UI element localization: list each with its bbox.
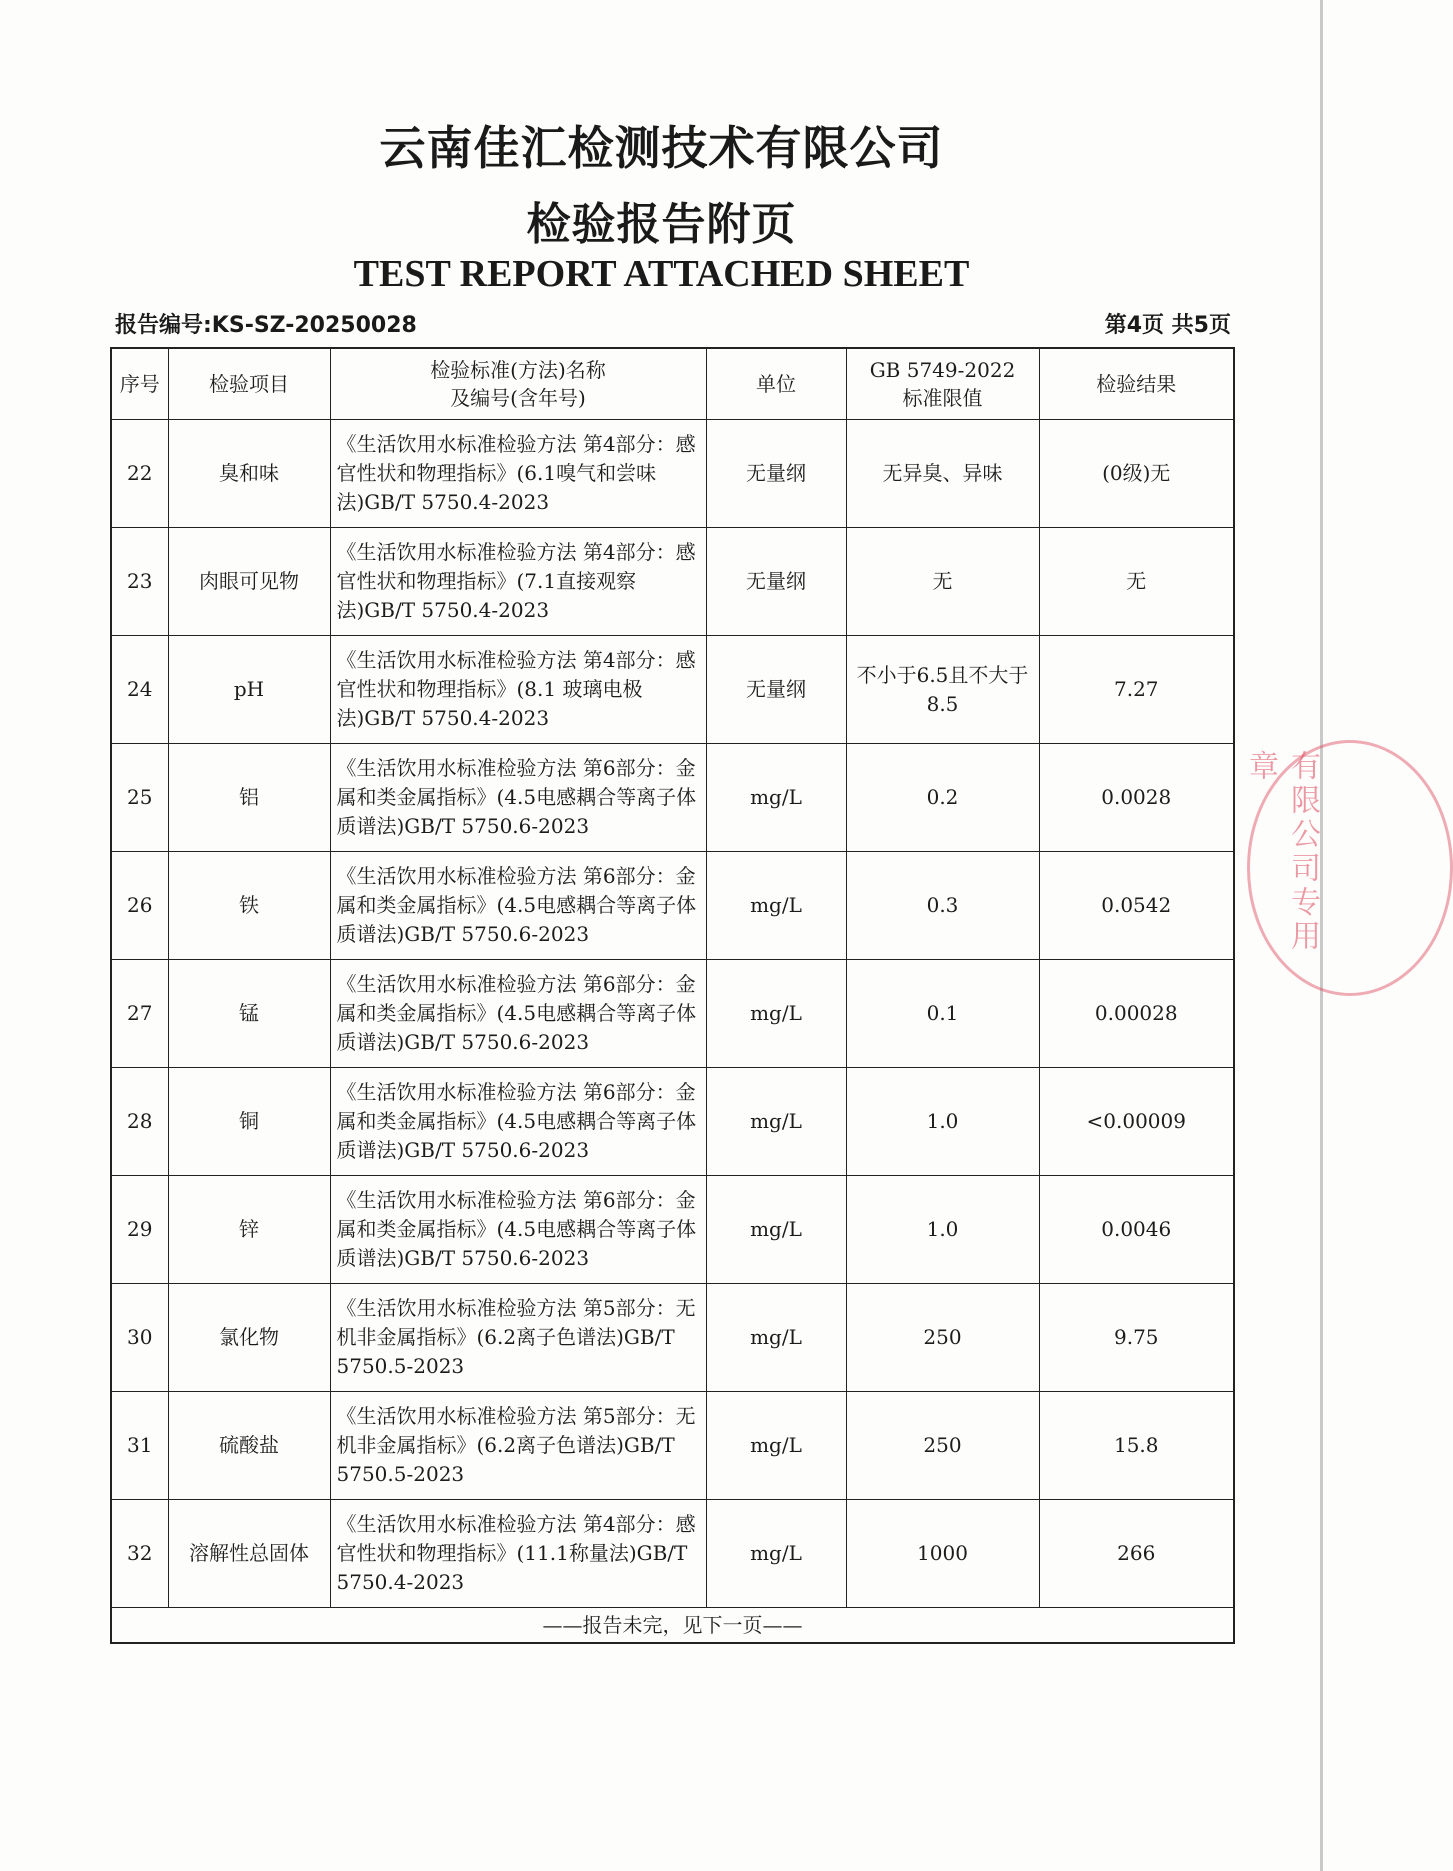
cell-unit: 无量纲 xyxy=(706,636,846,744)
col-header-limit-line1: GB 5749-2022 xyxy=(869,358,1016,382)
col-header-standard xyxy=(330,348,706,420)
table-header-row xyxy=(111,348,1234,420)
cell-unit: mg/L xyxy=(706,744,846,852)
company-name: 云南佳汇检测技术有限公司 xyxy=(379,121,944,175)
cell-limit: 1000 xyxy=(846,1500,1039,1608)
cell-item: 铜 xyxy=(168,1068,330,1176)
cell-unit: 无量纲 xyxy=(706,528,846,636)
cell-seq: 28 xyxy=(111,1068,168,1176)
table-row xyxy=(111,852,1234,960)
cell-limit: 250 xyxy=(846,1392,1039,1500)
cell-item: 硫酸盐 xyxy=(168,1392,330,1500)
cell-seq: 32 xyxy=(111,1500,168,1608)
cell-seq: 30 xyxy=(111,1284,168,1392)
cell-unit: 无量纲 xyxy=(706,420,846,528)
cell-limit: 无异臭、异味 xyxy=(846,420,1039,528)
table-row xyxy=(111,420,1234,528)
table-row xyxy=(111,1176,1234,1284)
company-seal: 有限公司专用章 xyxy=(1243,750,1320,954)
cell-item: 铁 xyxy=(168,852,330,960)
table-row xyxy=(111,1068,1234,1176)
cell-result: 0.0542 xyxy=(1039,852,1234,960)
cell-unit: mg/L xyxy=(706,960,846,1068)
results-table-container xyxy=(110,347,1233,1644)
cell-standard: 《生活饮用水标准检验方法 第6部分：金属和类金属指标》(4.5电感耦合等离子体质谱法)GB/T 5750.6-2023 xyxy=(330,1068,706,1176)
cell-standard: 《生活饮用水标准检验方法 第6部分：金属和类金属指标》(4.5电感耦合等离子体质谱法)GB/T 5750.6-2023 xyxy=(330,960,706,1068)
cell-seq: 26 xyxy=(111,852,168,960)
results-table xyxy=(110,347,1235,1644)
cell-result: 15.8 xyxy=(1039,1392,1234,1500)
cell-result: 无 xyxy=(1039,528,1234,636)
cell-result: 7.27 xyxy=(1039,636,1234,744)
col-header-standard-line2: 及编号(含年号) xyxy=(450,386,586,410)
cell-seq: 29 xyxy=(111,1176,168,1284)
cell-standard: 《生活饮用水标准检验方法 第6部分：金属和类金属指标》(4.5电感耦合等离子体质谱法)GB/T 5750.6-2023 xyxy=(330,852,706,960)
cell-seq: 24 xyxy=(111,636,168,744)
col-header-limit-line2: 标准限值 xyxy=(902,386,983,410)
cell-item: 肉眼可见物 xyxy=(168,528,330,636)
cell-unit: mg/L xyxy=(706,1176,846,1284)
cell-standard: 《生活饮用水标准检验方法 第4部分：感官性状和物理指标》(7.1直接观察法)GB/T 5750.4-2023 xyxy=(330,528,706,636)
document-title: 检验报告附页 xyxy=(526,199,797,250)
cell-result: 9.75 xyxy=(1039,1284,1234,1392)
cell-standard: 《生活饮用水标准检验方法 第6部分：金属和类金属指标》(4.5电感耦合等离子体质谱法)GB/T 5750.6-2023 xyxy=(330,744,706,852)
cell-unit: mg/L xyxy=(706,1500,846,1608)
table-row xyxy=(111,636,1234,744)
table-row xyxy=(111,528,1234,636)
cell-result: 266 xyxy=(1039,1500,1234,1608)
table-row xyxy=(111,1500,1234,1608)
cell-standard: 《生活饮用水标准检验方法 第4部分：感官性状和物理指标》(6.1嗅气和尝味法)GB/T 5750.4-2023 xyxy=(330,420,706,528)
cell-seq: 25 xyxy=(111,744,168,852)
cell-result: 0.0046 xyxy=(1039,1176,1234,1284)
col-header-standard-line1: 检验标准(方法)名称 xyxy=(430,358,606,382)
cell-limit: 不小于6.5且不大于8.5 xyxy=(846,636,1039,744)
cell-result: (0级)无 xyxy=(1039,420,1234,528)
cell-unit: mg/L xyxy=(706,1068,846,1176)
cell-seq: 22 xyxy=(111,420,168,528)
cell-standard: 《生活饮用水标准检验方法 第5部分：无机非金属指标》(6.2离子色谱法)GB/T 5750.5-2023 xyxy=(330,1284,706,1392)
cell-item: 铝 xyxy=(168,744,330,852)
cell-unit: mg/L xyxy=(706,852,846,960)
document-title-english: TEST REPORT ATTACHED SHEET xyxy=(353,253,970,295)
cell-item: 锌 xyxy=(168,1176,330,1284)
cell-unit: mg/L xyxy=(706,1392,846,1500)
col-header-unit: 单位 xyxy=(706,348,846,420)
cell-limit: 0.2 xyxy=(846,744,1039,852)
table-footer-row xyxy=(111,1608,1234,1644)
cell-seq: 31 xyxy=(111,1392,168,1500)
col-header-result: 检验结果 xyxy=(1039,348,1234,420)
cell-seq: 27 xyxy=(111,960,168,1068)
col-header-limit xyxy=(846,348,1039,420)
cell-standard: 《生活饮用水标准检验方法 第4部分：感官性状和物理指标》(8.1 玻璃电极法)GB/T 5750.4-2023 xyxy=(330,636,706,744)
table-row xyxy=(111,1284,1234,1392)
cell-result: 0.0028 xyxy=(1039,744,1234,852)
page-number: 第4页 共5页 xyxy=(1104,313,1231,338)
cell-unit: mg/L xyxy=(706,1284,846,1392)
table-row xyxy=(111,960,1234,1068)
cell-standard: 《生活饮用水标准检验方法 第5部分：无机非金属指标》(6.2离子色谱法)GB/T 5750.5-2023 xyxy=(330,1392,706,1500)
cell-standard: 《生活饮用水标准检验方法 第6部分：金属和类金属指标》(4.5电感耦合等离子体质谱法)GB/T 5750.6-2023 xyxy=(330,1176,706,1284)
cell-limit: 250 xyxy=(846,1284,1039,1392)
cell-limit: 无 xyxy=(846,528,1039,636)
cell-item: 氯化物 xyxy=(168,1284,330,1392)
table-row xyxy=(111,1392,1234,1500)
cell-limit: 0.3 xyxy=(846,852,1039,960)
col-header-item: 检验项目 xyxy=(168,348,330,420)
cell-item: pH xyxy=(168,636,330,744)
col-header-seq: 序号 xyxy=(111,348,168,420)
table-row xyxy=(111,744,1234,852)
cell-seq: 23 xyxy=(111,528,168,636)
cell-limit: 1.0 xyxy=(846,1176,1039,1284)
cell-standard: 《生活饮用水标准检验方法 第4部分：感官性状和物理指标》(11.1称量法)GB/T 5750.4-2023 xyxy=(330,1500,706,1608)
cell-limit: 1.0 xyxy=(846,1068,1039,1176)
cell-item: 臭和味 xyxy=(168,420,330,528)
cell-item: 溶解性总固体 xyxy=(168,1500,330,1608)
cell-result: 0.00028 xyxy=(1039,960,1234,1068)
report-number: 报告编号:KS-SZ-20250028 xyxy=(115,313,417,338)
cell-limit: 0.1 xyxy=(846,960,1039,1068)
cell-item: 锰 xyxy=(168,960,330,1068)
report-continued-note: ——报告未完，见下一页—— xyxy=(111,1608,1234,1644)
cell-result: <0.00009 xyxy=(1039,1068,1234,1176)
